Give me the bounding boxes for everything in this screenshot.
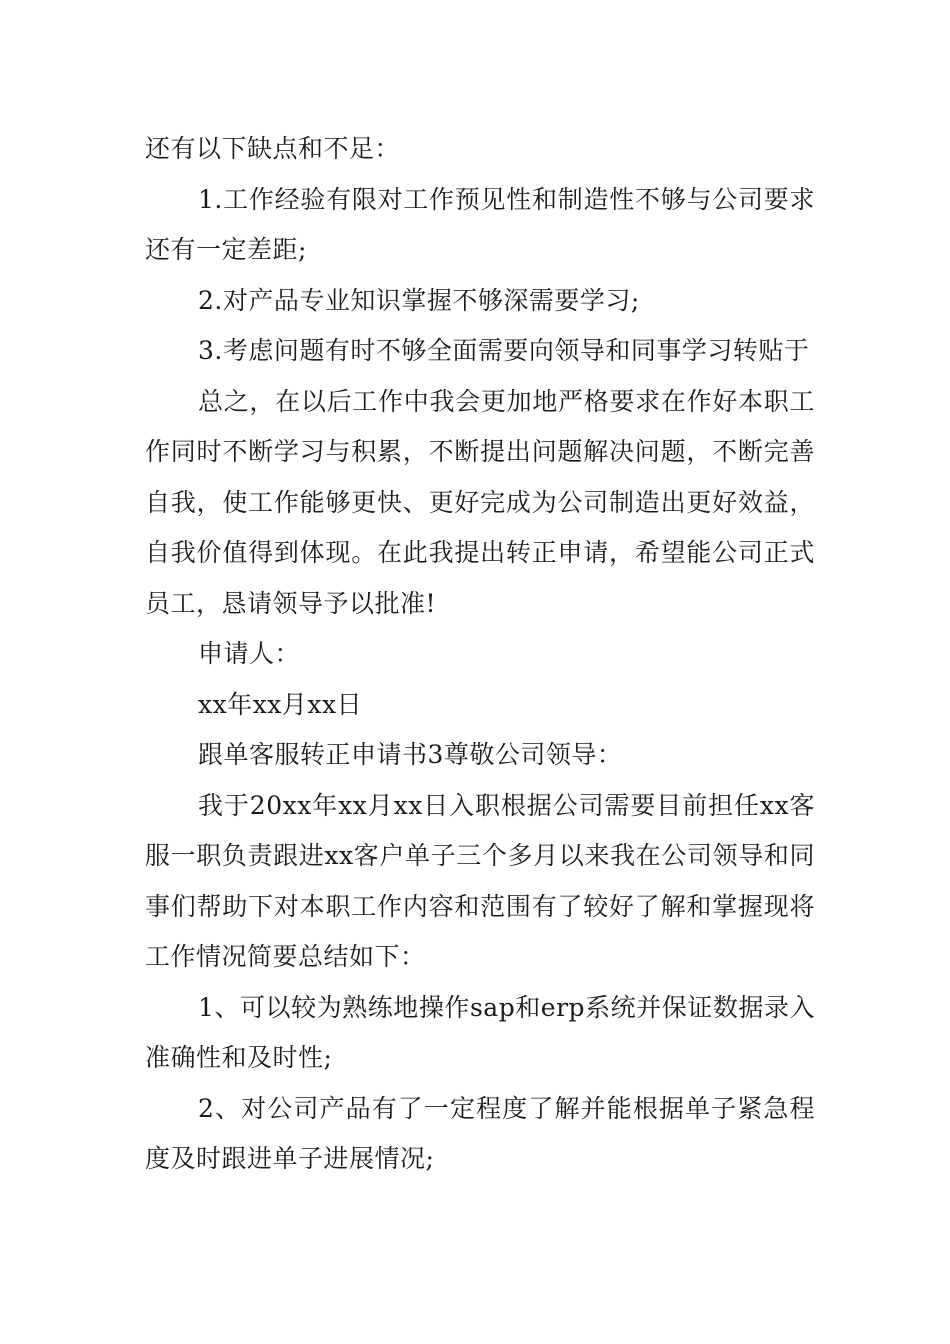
paragraph-shortcoming-1: 1.工作经验有限对工作预见性和制造性不够与公司要求还有一定差距;: [145, 184, 815, 264]
date-line: xx年xx月xx日: [198, 689, 363, 719]
paragraph-achievement-2: 2、对公司产品有了一定程度了解并能根据单子紧急程度及时跟进单子进展情况;: [145, 1093, 815, 1173]
paragraph-conclusion: 总之，在以后工作中我会更加地严格要求在作好本职工作同时不断学习与积累，不断提出问题解决问题，不断完善自我，使工作能够更快、更好完成为公司制造出更好效益，自我价值得到体现。在此我提出转正申请，希望能公司正式员工，恳请领导予以批准!: [145, 386, 815, 618]
section-heading-salutation: 跟单客服转正申请书3尊敬公司领导：: [198, 740, 623, 769]
paragraph-introduction: 我于20xx年xx月xx日入职根据公司需要目前担任xx客服一职负责跟进xx客户单子三个多月以来我在公司领导和同事们帮助下对本职工作内容和范围有了较好了解和掌握现将工作情况简要总结如下：: [145, 790, 815, 971]
paragraph-shortcoming-2: 2.对产品专业知识掌握不够深需要学习;: [198, 285, 640, 315]
applicant-label: 申请人：: [198, 639, 301, 668]
paragraph-shortcomings-intro: 还有以下缺点和不足：: [145, 134, 401, 163]
paragraph-achievement-1: 1、可以较为熟练地操作sap和erp系统并保证数据录入准确性和及时性;: [145, 992, 815, 1072]
document-body: [145, 124, 815, 1185]
paragraph-shortcoming-3: 3.考虑问题有时不够全面需要向领导和同事学习转贴于: [198, 336, 810, 365]
